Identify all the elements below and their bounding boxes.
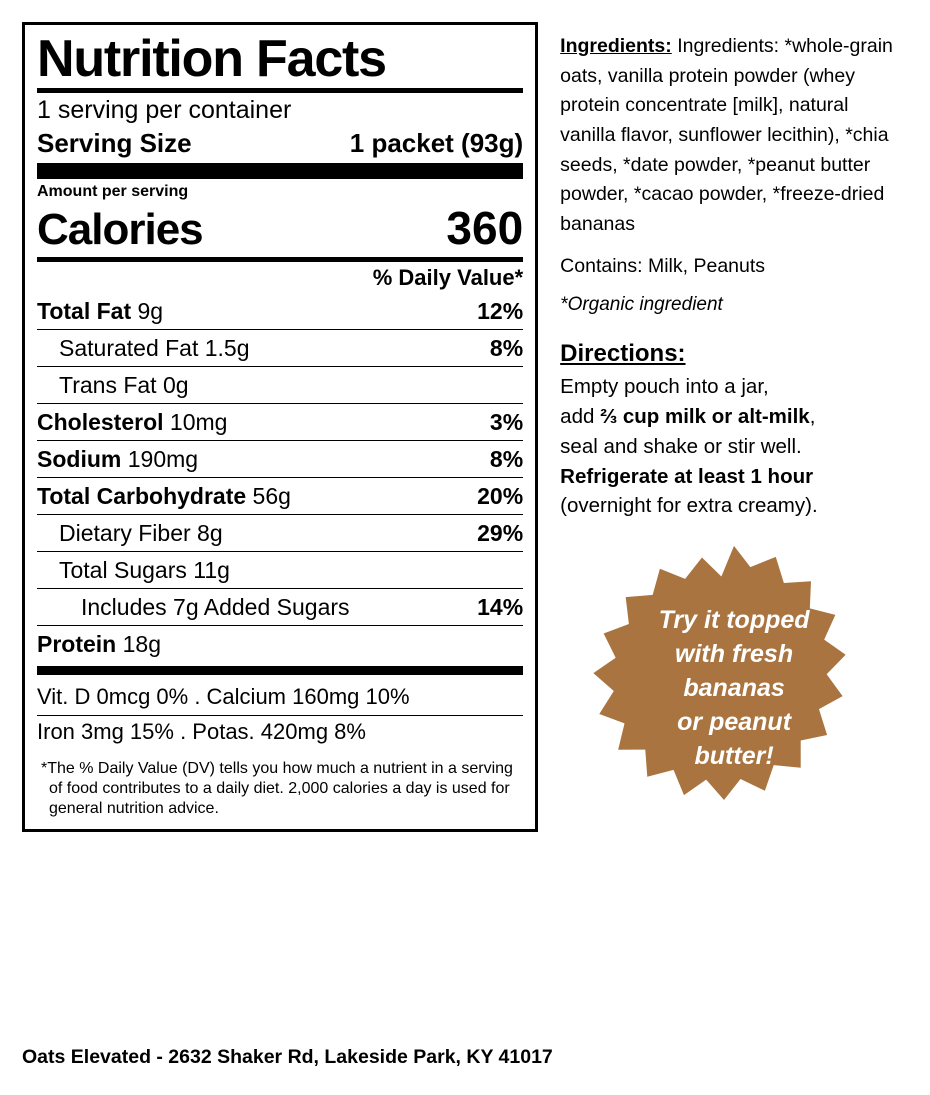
servings-per-container: 1 serving per container [37,96,292,125]
nutrient-name: Protein [37,631,117,658]
nutrient-amount: 10mg [169,409,228,436]
directions-line-3: seal and shake or stir well. [560,434,802,458]
nutrient-name: Dietary Fiber [59,520,191,547]
nutrient-name: Sodium [37,446,122,473]
nutrient-dv: 14% [477,594,524,621]
serving-size-label: Serving Size [37,128,192,159]
nutrition-facts-title: Nutrition Facts [37,30,386,88]
calories-label: Calories [37,205,203,255]
starburst-line-3: bananas [683,673,785,702]
nutrient-amount: 18g [122,631,161,658]
vitamin-row-1: Vit. D 0mcg 0% . Calcium 160mg 10% [37,681,523,716]
nutrient-amount: 8g [197,520,223,547]
manufacturer-address: Oats Elevated - 2632 Shaker Rd, Lakeside Park, KY 41017 [22,1046,553,1068]
nutrient-dv: 8% [489,335,524,362]
starburst-line-4: or peanut [677,707,792,736]
starburst-line-2: with fresh [675,639,794,668]
nutrient-amount: 11g [193,557,230,584]
directions-line-2-tail: , [809,405,816,429]
nutrient-dv: 3% [489,409,524,436]
directions-line-4 [560,462,908,492]
nutrient-dv: 8% [489,446,524,473]
nutrient-dv: 20% [477,483,524,510]
directions-line-5: (overnight for extra creamy). [560,494,818,518]
directions-line-2-emphasis: ⅔ cup milk or alt-milk [600,405,810,429]
vitamins-block [37,675,523,752]
serving-size-value: 1 packet (93g) [349,128,524,159]
directions-line-2 [560,402,908,432]
daily-value-header: % Daily Value* [372,265,524,291]
ingredients-heading: Ingredients: [560,35,672,57]
nutrient-row [37,329,523,366]
nutrient-row [37,551,523,588]
calories-row [37,201,523,257]
nutrient-amount: 1.5g [204,335,250,362]
nutrient-row [37,477,523,514]
nutrient-amount: 9g [137,298,164,325]
nutrient-row [37,514,523,551]
directions-line-4-emphasis: Refrigerate at least 1 hour [560,464,814,488]
ingredients-body: Ingredients: *whole-grain oats, vanilla protein powder (whey protein concentrate [milk], natural vanilla flavor, sunflower lecithin), *chia seeds, *date powder, *peanut butter powder, *cacao powder, *freeze-dried bananas [560,35,893,235]
contains-allergens: Contains: Milk, Peanuts [560,255,766,278]
nutrient-name: Cholesterol [37,409,164,436]
calories-value: 360 [446,202,524,255]
divider-thick-top [37,163,523,179]
starburst-line-1: Try it topped [658,605,810,634]
serving-size-row [37,127,523,163]
nutrient-row [37,588,523,625]
nutrition-facts-panel [22,22,538,832]
nutrient-amount: 56g [252,483,291,510]
nutrient-amount: 190mg [127,446,199,473]
directions-line-1: Empty pouch into a jar, [560,375,769,399]
nutrient-name: Saturated Fat [59,335,199,362]
nutrient-row [37,625,523,662]
amount-per-serving-label: Amount per serving [37,183,189,201]
starburst-badge-wrap [560,543,908,833]
nutrient-dv: 12% [477,298,524,325]
ingredients-block [560,32,908,239]
nutrient-row [37,293,523,329]
nutrient-name: Total Sugars [59,557,187,584]
nutrient-row [37,403,523,440]
right-column [560,22,908,833]
starburst-badge [589,543,879,833]
nutrient-name: Trans Fat [59,372,157,399]
starburst-text [629,603,839,773]
nutrient-rows [37,293,523,662]
vitamin-row-2: Iron 3mg 15% . Potas. 420mg 8% [37,719,366,745]
daily-value-footnote: *The % Daily Value (DV) tells you how much a nutrient in a serving of food contributes to a daily diet. 2,000 calories a day is used for general nutrition advice. [41,760,513,818]
starburst-line-5: butter! [694,741,774,770]
directions-heading: Directions: [560,340,686,368]
directions-body [560,372,908,521]
nutrient-amount: 0g [162,372,189,399]
label-columns [22,22,908,833]
organic-note: *Organic ingredient [560,294,723,316]
nutrient-row [37,440,523,477]
nutrient-name: Includes 7g Added Sugars [81,594,350,621]
nutrient-name: Total Fat [37,298,132,325]
directions-line-2-plain: add [560,405,601,429]
nutrient-row [37,366,523,403]
nutrient-name: Total Carbohydrate [37,483,247,510]
divider-vitamins [37,666,523,675]
nutrient-dv: 29% [477,520,524,547]
